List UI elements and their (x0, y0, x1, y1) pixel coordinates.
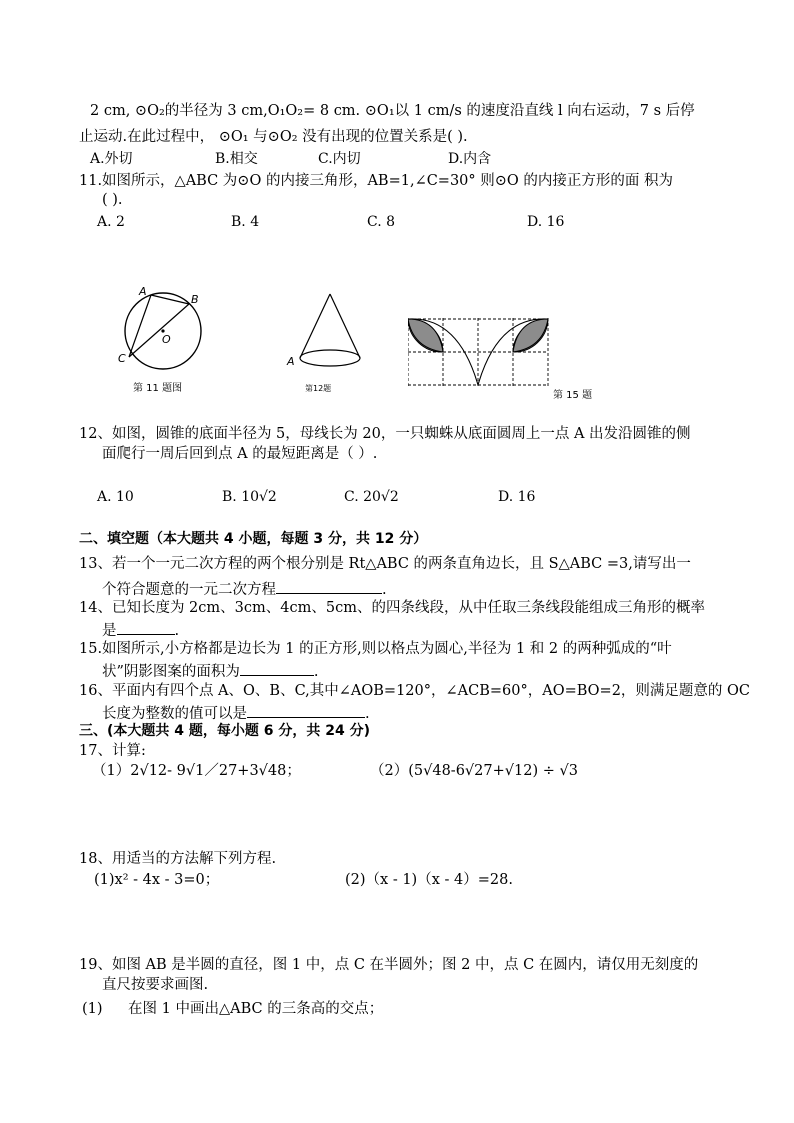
q11-option-a: A. 2 (97, 214, 125, 230)
q19-part1-text: 在图 1 中画出△ABC 的三条高的交点； (128, 1001, 384, 1017)
q10-option-d: D.内含 (448, 151, 492, 167)
fig15-caption: 第 15 题 (553, 390, 593, 401)
q10-line1: 2 cm, ⊙O₂的半径为 3 cm,O₁O₂= 8 cm. ⊙O₁以 1 cm/s 的速度沿直线 l 向右运动，7 s 后停 (90, 103, 695, 119)
q11-option-b: B. 4 (231, 214, 260, 230)
q12-option-c: C. 20√2 (344, 489, 399, 505)
q17-part1: （1）2√12- 9√1／27+3√48； (92, 763, 301, 779)
q18-part2: (2)（x - 1)（x - 4）=28. (345, 872, 513, 888)
q16-line2-row (102, 703, 370, 723)
q15-end: . (313, 664, 319, 680)
q13-line2-row (102, 579, 387, 599)
fig12-label-a: A (287, 355, 295, 368)
fig12-slant-left (300, 294, 330, 358)
q10-line2: 止运动.在此过程中， ⊙O₁ 与⊙O₂ 没有出现的位置关系是( ). (79, 129, 468, 145)
q16-answer-blank[interactable] (247, 703, 365, 718)
q16-line2: 长度为整数的值可以是 (102, 706, 247, 722)
fig12-slant-right (330, 294, 360, 358)
fig11-label-c: C (118, 352, 126, 365)
fig11-caption: 第 11 题图 (133, 383, 183, 394)
q12-line2: 面爬行一周后回到点 A 的最短距离是（ ）. (102, 446, 378, 462)
section2-heading: 二、填空题（本大题共 4 小题，每题 3 分，共 12 分） (79, 531, 428, 547)
figure-15 (408, 318, 550, 388)
q13-end: . (382, 582, 387, 598)
q15-line2-row (102, 661, 319, 681)
q19-line1: 19、如图 AB 是半圆的直径，图 1 中，点 C 在半圆外；图 2 中，点 C 在圆内，请仅用无刻度的 (79, 957, 699, 973)
q14-line2-row (102, 620, 179, 640)
q16-end: . (365, 706, 370, 722)
q14-end: . (174, 623, 180, 639)
fig11-label-b: B (191, 293, 199, 306)
q14-line2: 是 (102, 623, 117, 639)
q15-line1: 15.如图所示,小方格都是边长为 1 的正方形,则以格点为圆心,半径为 1 和 2 的两种弧成的“叶 (79, 641, 672, 657)
q14-answer-blank[interactable] (117, 620, 175, 635)
q13-line2: 个符合题意的一元二次方程 (102, 582, 276, 598)
section3-heading: 三、(本大题共 4 题，每小题 6 分，共 24 分) (79, 723, 371, 739)
figure-12 (290, 290, 370, 375)
q10-option-c: C.内切 (318, 151, 361, 167)
fig12-caption: 第12题 (305, 384, 332, 393)
q12-option-a: A. 10 (97, 489, 134, 505)
q11-option-d: D. 16 (527, 214, 565, 230)
q11-option-c: C. 8 (367, 214, 396, 230)
q17-part2: （2）(5√48-6√27+√12) ÷ √3 (370, 763, 578, 779)
q10-option-b: B.相交 (215, 151, 258, 167)
q14-line1: 14、已知长度为 2cm、3cm、4cm、5cm、的四条线段，从中任取三条线段能组成三角形的概率 (79, 600, 705, 616)
figure-11 (115, 283, 215, 373)
q17-title: 17、计算: (79, 743, 146, 759)
q13-line1: 13、若一个一元二次方程的两个根分别是 Rt△ABC 的两条直角边长，且 S△ABC =3,请写出一 (79, 556, 691, 572)
q18-title: 18、用适当的方法解下列方程. (79, 851, 277, 867)
q12-option-d: D. 16 (498, 489, 536, 505)
q19-part1-num: (1) (82, 1001, 103, 1017)
q15-answer-blank[interactable] (240, 661, 314, 676)
fig11-label-o: O (162, 333, 171, 346)
q12-line1: 12、如图，圆锥的底面半径为 5，母线长为 20，一只蜘蛛从底面圆周上一点 A 出发沿圆锥的侧 (79, 426, 691, 442)
fig12-base (300, 350, 360, 366)
q19-line2: 直尺按要求画图. (102, 977, 209, 993)
q11-line1: 11.如图所示，△ABC 为⊙O 的内接三角形，AB=1,∠C=30° 则⊙O 的内接正方形的面 积为 (79, 173, 674, 189)
q15-line2: 状”阴影图案的面积为 (102, 664, 240, 680)
q13-answer-blank[interactable] (276, 579, 382, 594)
q12-option-b: B. 10√2 (222, 489, 277, 505)
q11-line2: ( ). (102, 192, 123, 208)
q18-part1: (1)x² - 4x - 3=0； (94, 872, 220, 888)
fig11-label-a: A (139, 285, 147, 298)
q10-option-a: A.外切 (90, 151, 133, 167)
q16-line1: 16、平面内有四个点 A、O、B、C,其中∠AOB=120°，∠ACB=60°，AO=BO=2，则满足题意的 OC (79, 683, 751, 699)
